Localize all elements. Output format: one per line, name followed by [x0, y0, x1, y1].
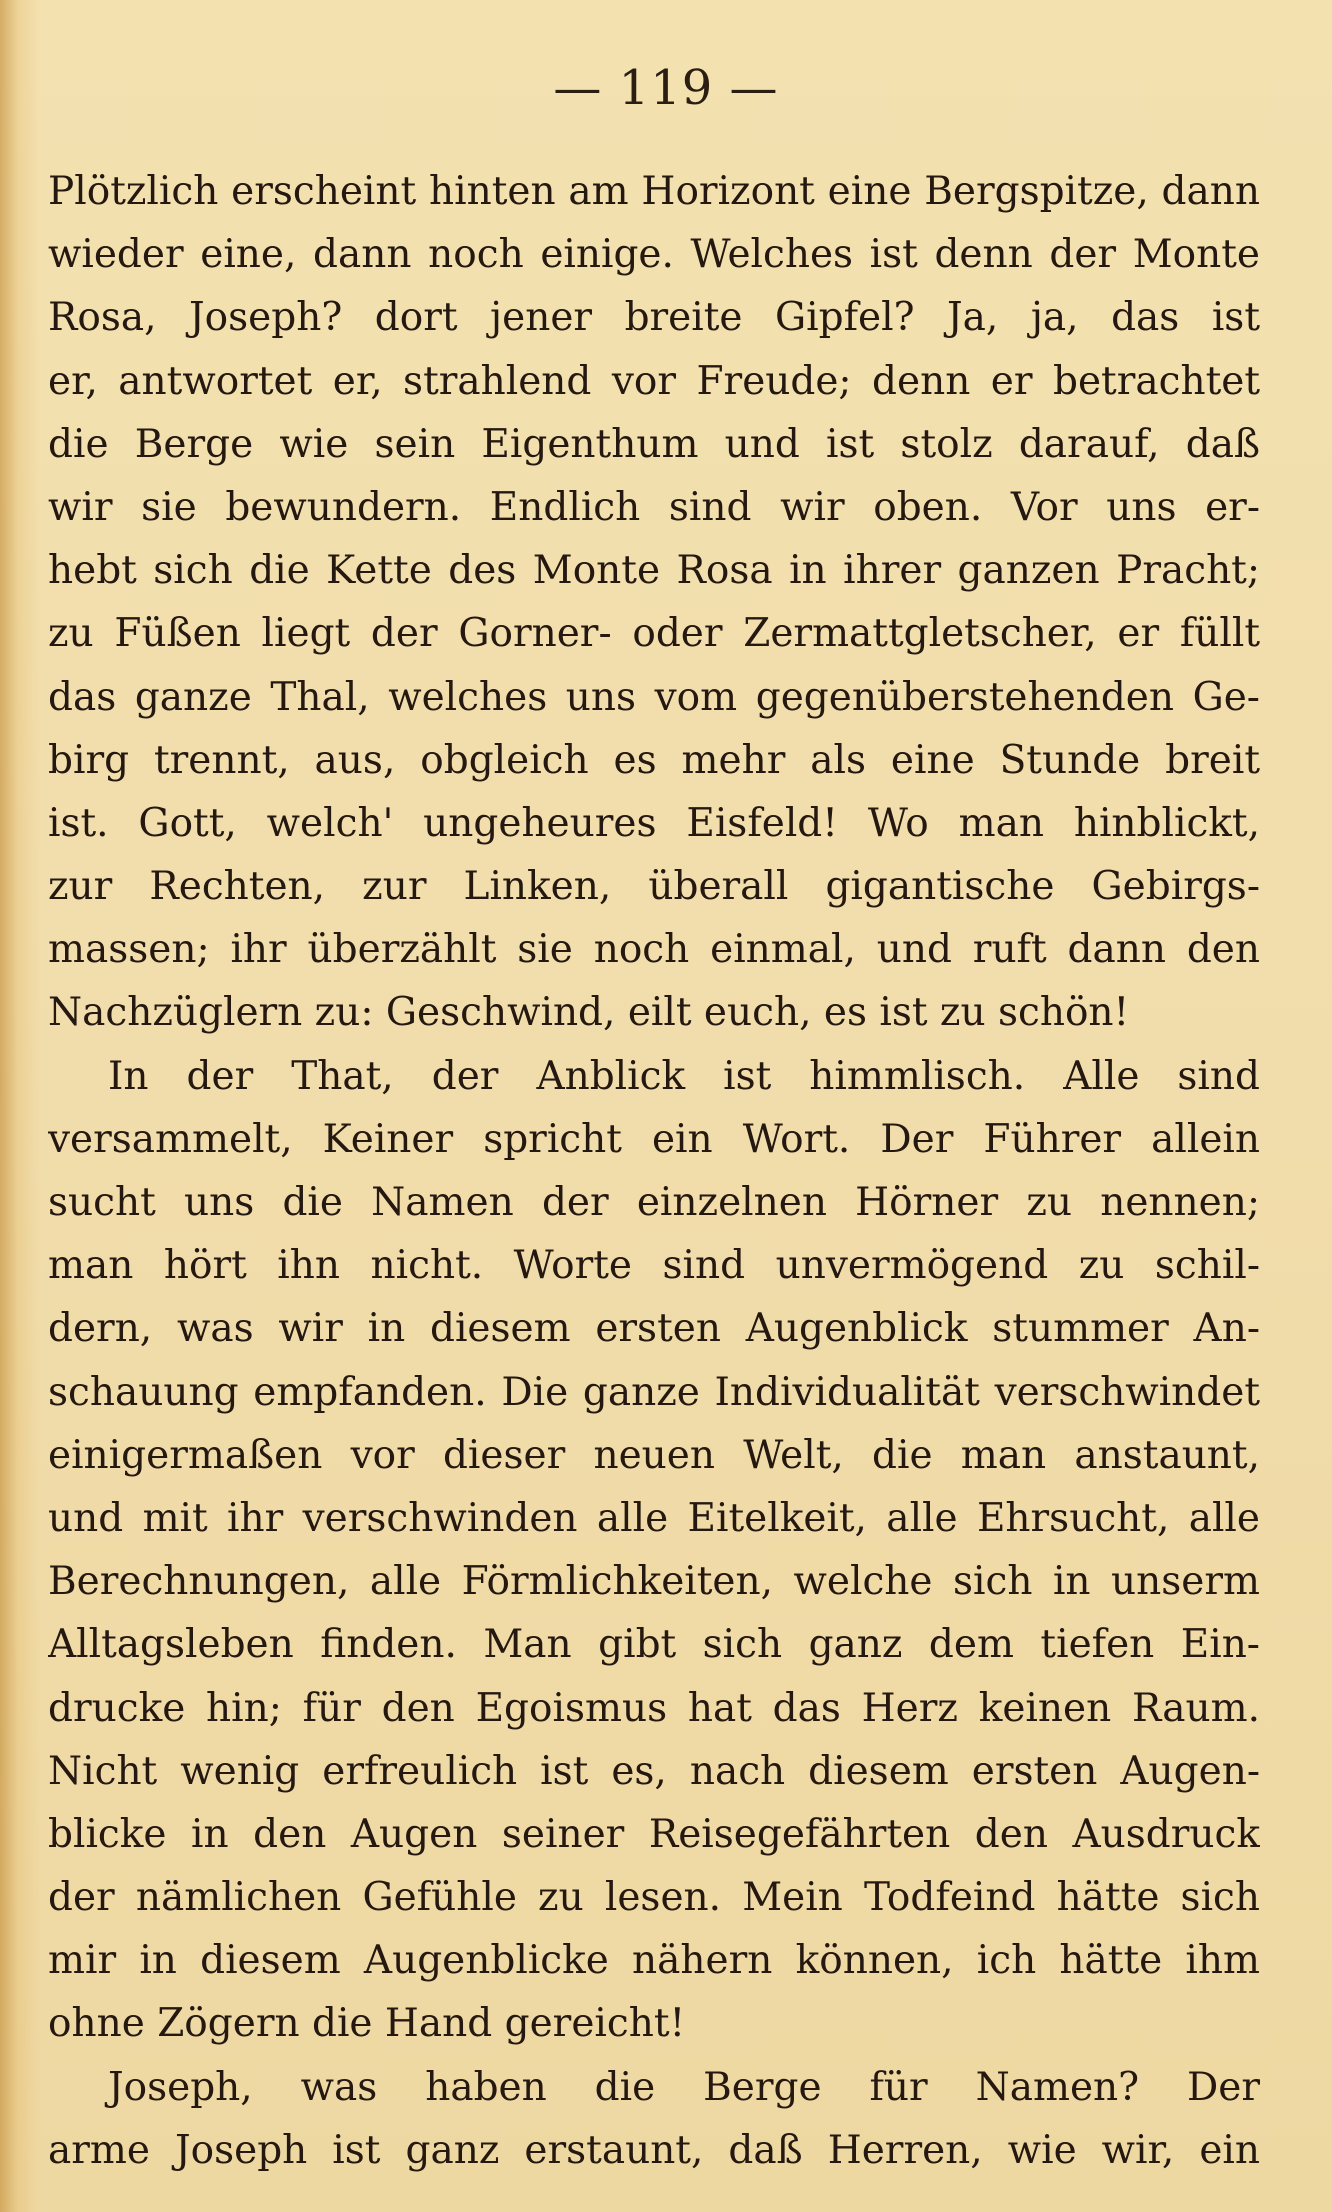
- text-line: blicke in den Augen seiner Reisegefährten den Ausdruck: [48, 1811, 1260, 1857]
- text-line: die Berge wie sein Eigenthum und ist stolz darauf, daß: [48, 421, 1260, 467]
- text-line: versammelt, Keiner spricht ein Wort. Der Führer allein: [48, 1116, 1260, 1162]
- text-line: zur Rechten, zur Linken, überall gigantische Gebirgs-: [48, 864, 1260, 910]
- text-line: und mit ihr verschwinden alle Eitelkeit, alle Ehrsucht, alle: [48, 1495, 1260, 1541]
- text-line: das ganze Thal, welches uns vom gegenüberstehenden Ge-: [48, 674, 1260, 720]
- text-line: arme Joseph ist ganz erstaunt, daß Herren, wie wir, ein: [48, 2127, 1260, 2173]
- text-line: ist. Gott, welch' ungeheures Eisfeld! Wo man hinblickt,: [48, 800, 1260, 846]
- body-text: [48, 160, 1260, 2182]
- text-line: Nachzüglern zu: Geschwind, eilt euch, es ist zu schön!: [48, 990, 1130, 1036]
- text-line: wir sie bewundern. Endlich sind wir oben. Vor uns er-: [48, 484, 1260, 530]
- text-line: drucke hin; für den Egoismus hat das Herz keinen Raum.: [48, 1685, 1260, 1731]
- text-line: Plötzlich erscheint hinten am Horizont eine Bergspitze, dann: [48, 169, 1260, 214]
- text-line: massen; ihr überzählt sie noch einmal, und ruft dann den: [48, 927, 1260, 973]
- text-line: der nämlichen Gefühle zu lesen. Mein Todfeind hätte sich: [48, 1875, 1260, 1921]
- text-line: In der That, der Anblick ist himmlisch. Alle sind: [108, 1053, 1260, 1099]
- text-line: schauung empfanden. Die ganze Individualität verschwindet: [48, 1369, 1260, 1415]
- text-line: birg trennt, aus, obgleich es mehr als eine Stunde breit: [48, 737, 1260, 783]
- text-line: ohne Zögern die Hand gereicht!: [48, 2001, 686, 2047]
- text-line: mir in diesem Augenblicke nähern können, ich hätte ihm: [48, 1938, 1260, 1984]
- text-line: Rosa, Joseph? dort jener breite Gipfel? Ja, ja, das ist: [48, 295, 1260, 341]
- text-line: hebt sich die Kette des Monte Rosa in ihrer ganzen Pracht;: [48, 548, 1260, 594]
- text-line: sucht uns die Namen der einzelnen Hörner zu nennen;: [48, 1180, 1260, 1225]
- text-line: zu Füßen liegt der Gorner- oder Zermattgletscher, er füllt: [48, 611, 1260, 657]
- text-line: Alltagsleben finden. Man gibt sich ganz dem tiefen Ein-: [48, 1622, 1260, 1668]
- page-number: — 119 —: [553, 60, 779, 116]
- text-line: wieder eine, dann noch einige. Welches ist denn der Monte: [48, 232, 1260, 278]
- text-line: er, antwortet er, strahlend vor Freude; denn er betrachtet: [48, 358, 1260, 404]
- text-line: Joseph, was haben die Berge für Namen? Der: [108, 2064, 1260, 2110]
- text-line: einigermaßen vor dieser neuen Welt, die man anstaunt,: [48, 1432, 1260, 1478]
- text-line: Berechnungen, alle Förmlichkeiten, welche sich in unserm: [48, 1559, 1260, 1605]
- text-line: Nicht wenig erfreulich ist es, nach diesem ersten Augen-: [48, 1748, 1260, 1794]
- text-line: dern, was wir in diesem ersten Augenblick stummer An-: [48, 1306, 1260, 1352]
- text-line: man hört ihn nicht. Worte sind unvermögend zu schil-: [48, 1243, 1260, 1289]
